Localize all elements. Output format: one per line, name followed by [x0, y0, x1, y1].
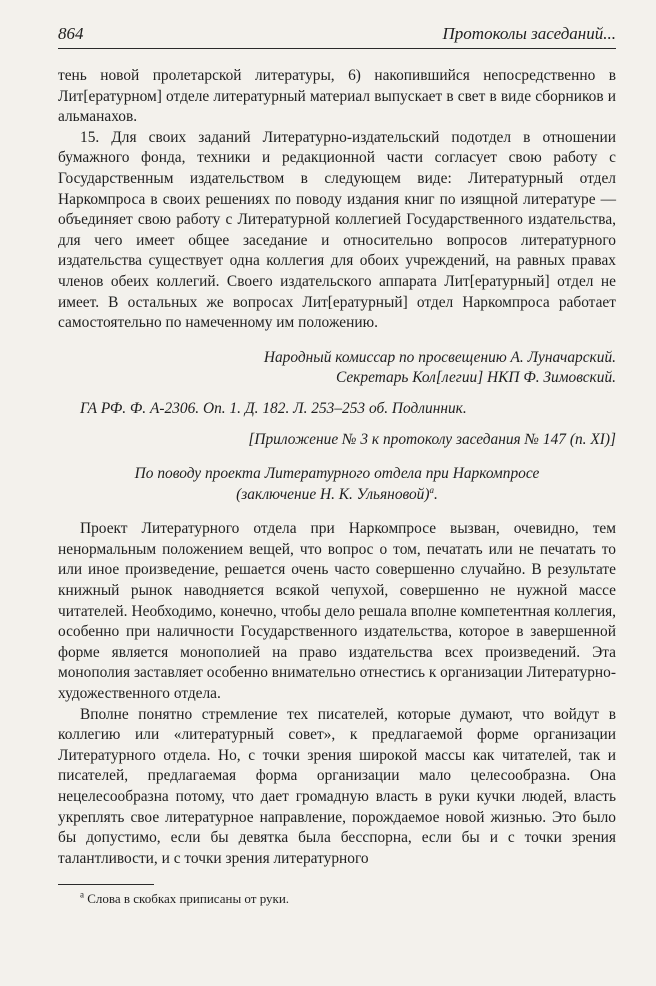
paragraph-item-15: 15. Для своих заданий Литературно-издательский подотдел в отношении бумажного фонда, техники и редакционной части согласует свою работу с Государственным издательством в следующем виде: Литературный отдел Наркомпроса в своих решениях по поводу издания книг по изящной литературе — объединяет свою работу с Литературной коллегией Государственного издательства, для чего имеет общее заседание и относительно вопросов литературного издательства существует одна коллегия для обоих учреждений, на равных правах членов обеих коллегий. Своего издательского аппарата Лит[ературный] отдел не имеет. В остальных же вопросах Лит[ературный] отдел Наркомпроса работает самостоятельно по намеченному им положению.	[58, 128, 616, 332]
document-title: По поводу проекта Литературного отдела при Наркомпросе	[134, 465, 540, 483]
document-subtitle	[58, 485, 616, 506]
footnote-text: Слова в скобках приписаны от руки.	[87, 891, 290, 906]
footnote-mark: а	[80, 889, 84, 900]
paragraph-project: Проект Литературного отдела при Наркомпросе вызван, очевидно, тем ненормальным положением вещей, что вопрос о том, печатать или не печатать то или иное произведение, решается очень часто совершенно случайно. В результате книжный рынок наводняется всякой чепухой, совершенно не нужной массе читателей. Необходимо, конечно, чтобы дело решала вполне компетентная коллегия, особенно при наличности Государственного издательства, которое в завершенной форме является монополией на право издательства всех произведений. Эта монополия заставляет особенно внимательно отнестись к организации Литературно-художественного отдела.	[58, 520, 616, 703]
page-number: 864	[58, 24, 84, 43]
signature-commissar: Народный комиссар по просвещению А. Луначарский.	[263, 348, 616, 366]
page-header	[58, 22, 616, 49]
signature-secretary: Секретарь Кол[легии] НКП Ф. Зимовский.	[335, 369, 616, 387]
page-body	[58, 66, 616, 869]
footnote-marker: а	[429, 484, 435, 495]
running-title: Протоколы заседаний...	[442, 24, 616, 43]
document-subtitle-text: (заключение Н. К. Ульяновой)	[236, 485, 430, 503]
archive-reference: ГА РФ. Ф. А-2306. Оп. 1. Д. 182. Л. 253–253 об. Подлинник.	[80, 399, 467, 417]
document-subtitle-period: .	[434, 485, 438, 503]
appendix-heading: [Приложение № 3 к протоколу заседания № 147 (п. XI)]	[248, 430, 616, 448]
footnote-divider	[58, 884, 154, 885]
paragraph-continuation: тень новой пролетарской литературы, 6) накопившийся непосредственно в Лит[ературном] отделе литературный материал выпускает в свет в виде сборников и альманахов.	[58, 67, 616, 126]
paragraph-aspiration: Вполне понятно стремление тех писателей, которые думают, что войдут в коллегию или «литературный совет», к предлагаемой форме организации Литературного отдела. Но, с точки зрения широкой массы как читателей, так и писателей, предлагаемая форма организации мало целесообразна. Она нецелесообразна потому, что дает громадную власть в руки кучки людей, власть укреплять свое литературное направление, порождаемое новой жизнью. Это было бы допустимо, если бы девятка была бесспорна, если бы и с точки зрения талантливости, и с точки зрения литературного	[58, 705, 616, 867]
footnote	[80, 890, 600, 907]
